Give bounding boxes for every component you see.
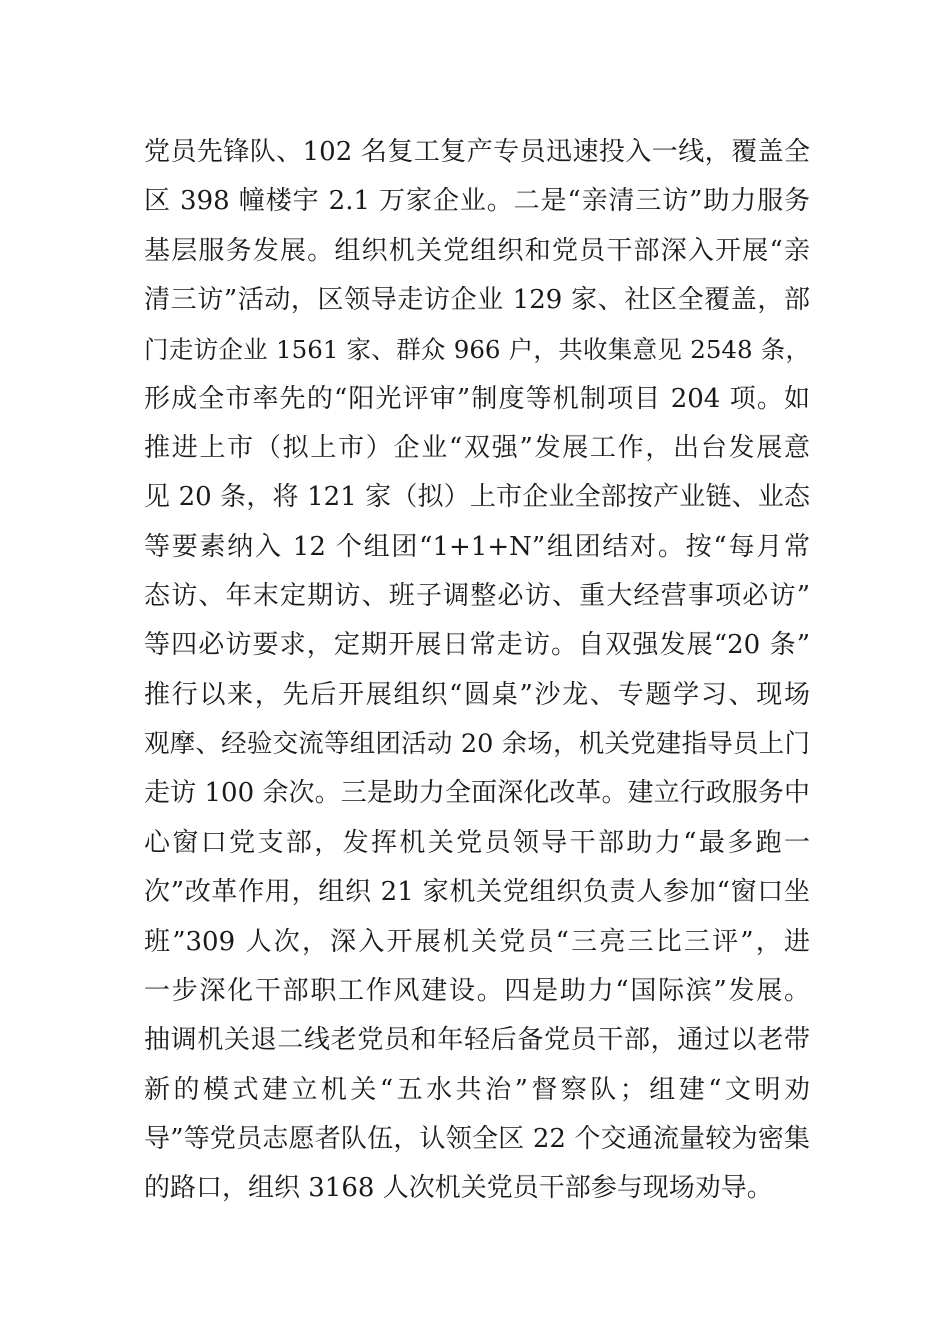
text-line: 一步深化干部职工作风建设。四是助力“国际滨”发展。: [144, 975, 810, 1006]
text-line: 新的模式建立机关“五水共治”督察队；组建“文明劝: [144, 1074, 810, 1105]
text-line: 形成全市率先的“阳光评审”制度等机制项目 204 项。如: [144, 383, 810, 414]
text-line: 清三访”活动，区领导走访企业 129 家、社区全覆盖，部: [144, 285, 810, 316]
text-line: 党员先锋队、102 名复工复产专员迅速投入一线，覆盖全: [144, 137, 810, 167]
text-line: 观摩、经验交流等组团活动 20 余场，机关党建指导员上门: [144, 729, 810, 760]
text-line: 推进上市（拟上市）企业“双强”发展工作，出台发展意: [144, 433, 810, 464]
text-line: 班”309 人次，深入开展机关党员“三亮三比三评”，进: [144, 926, 810, 957]
text-line: 门走访企业 1561 家、群众 966 户，共收集意见 2548 条，: [144, 335, 810, 365]
text-line: 基层服务发展。组织机关党组织和党员干部深入开展“亲: [144, 235, 810, 266]
text-line: 次”改革作用，组织 21 家机关党组织负责人参加“窗口坐: [144, 877, 810, 908]
text-line: 区 398 幢楼宇 2.1 万家企业。二是“亲清三访”助力服务: [144, 186, 810, 217]
text-line: 抽调机关退二线老党员和年轻后备党员干部，通过以老带: [144, 1025, 810, 1056]
text-line: 推行以来，先后开展组织“圆桌”沙龙、专题学习、现场: [144, 679, 810, 710]
text-line: 走访 100 余次。三是助力全面深化改革。建立行政服务中: [144, 778, 810, 809]
body-paragraph: [144, 128, 810, 1214]
text-line: 的路口，组织 3168 人次机关党员干部参与现场劝导。: [144, 1173, 773, 1204]
text-line: 态访、年末定期访、班子调整必访、重大经营事项必访”: [144, 581, 810, 612]
text-line: 等四必访要求，定期开展日常走访。自双强发展“20 条”: [144, 630, 810, 661]
text-line: 心窗口党支部，发挥机关党员领导干部助力“最多跑一: [144, 827, 810, 858]
text-line: 等要素纳入 12 个组团“1+1+N”组团结对。按“每月常: [144, 531, 810, 562]
text-line: 见 20 条，将 121 家（拟）上市企业全部按产业链、业态: [144, 482, 810, 513]
text-line: 导”等党员志愿者队伍，认领全区 22 个交通流量较为密集: [144, 1123, 810, 1154]
